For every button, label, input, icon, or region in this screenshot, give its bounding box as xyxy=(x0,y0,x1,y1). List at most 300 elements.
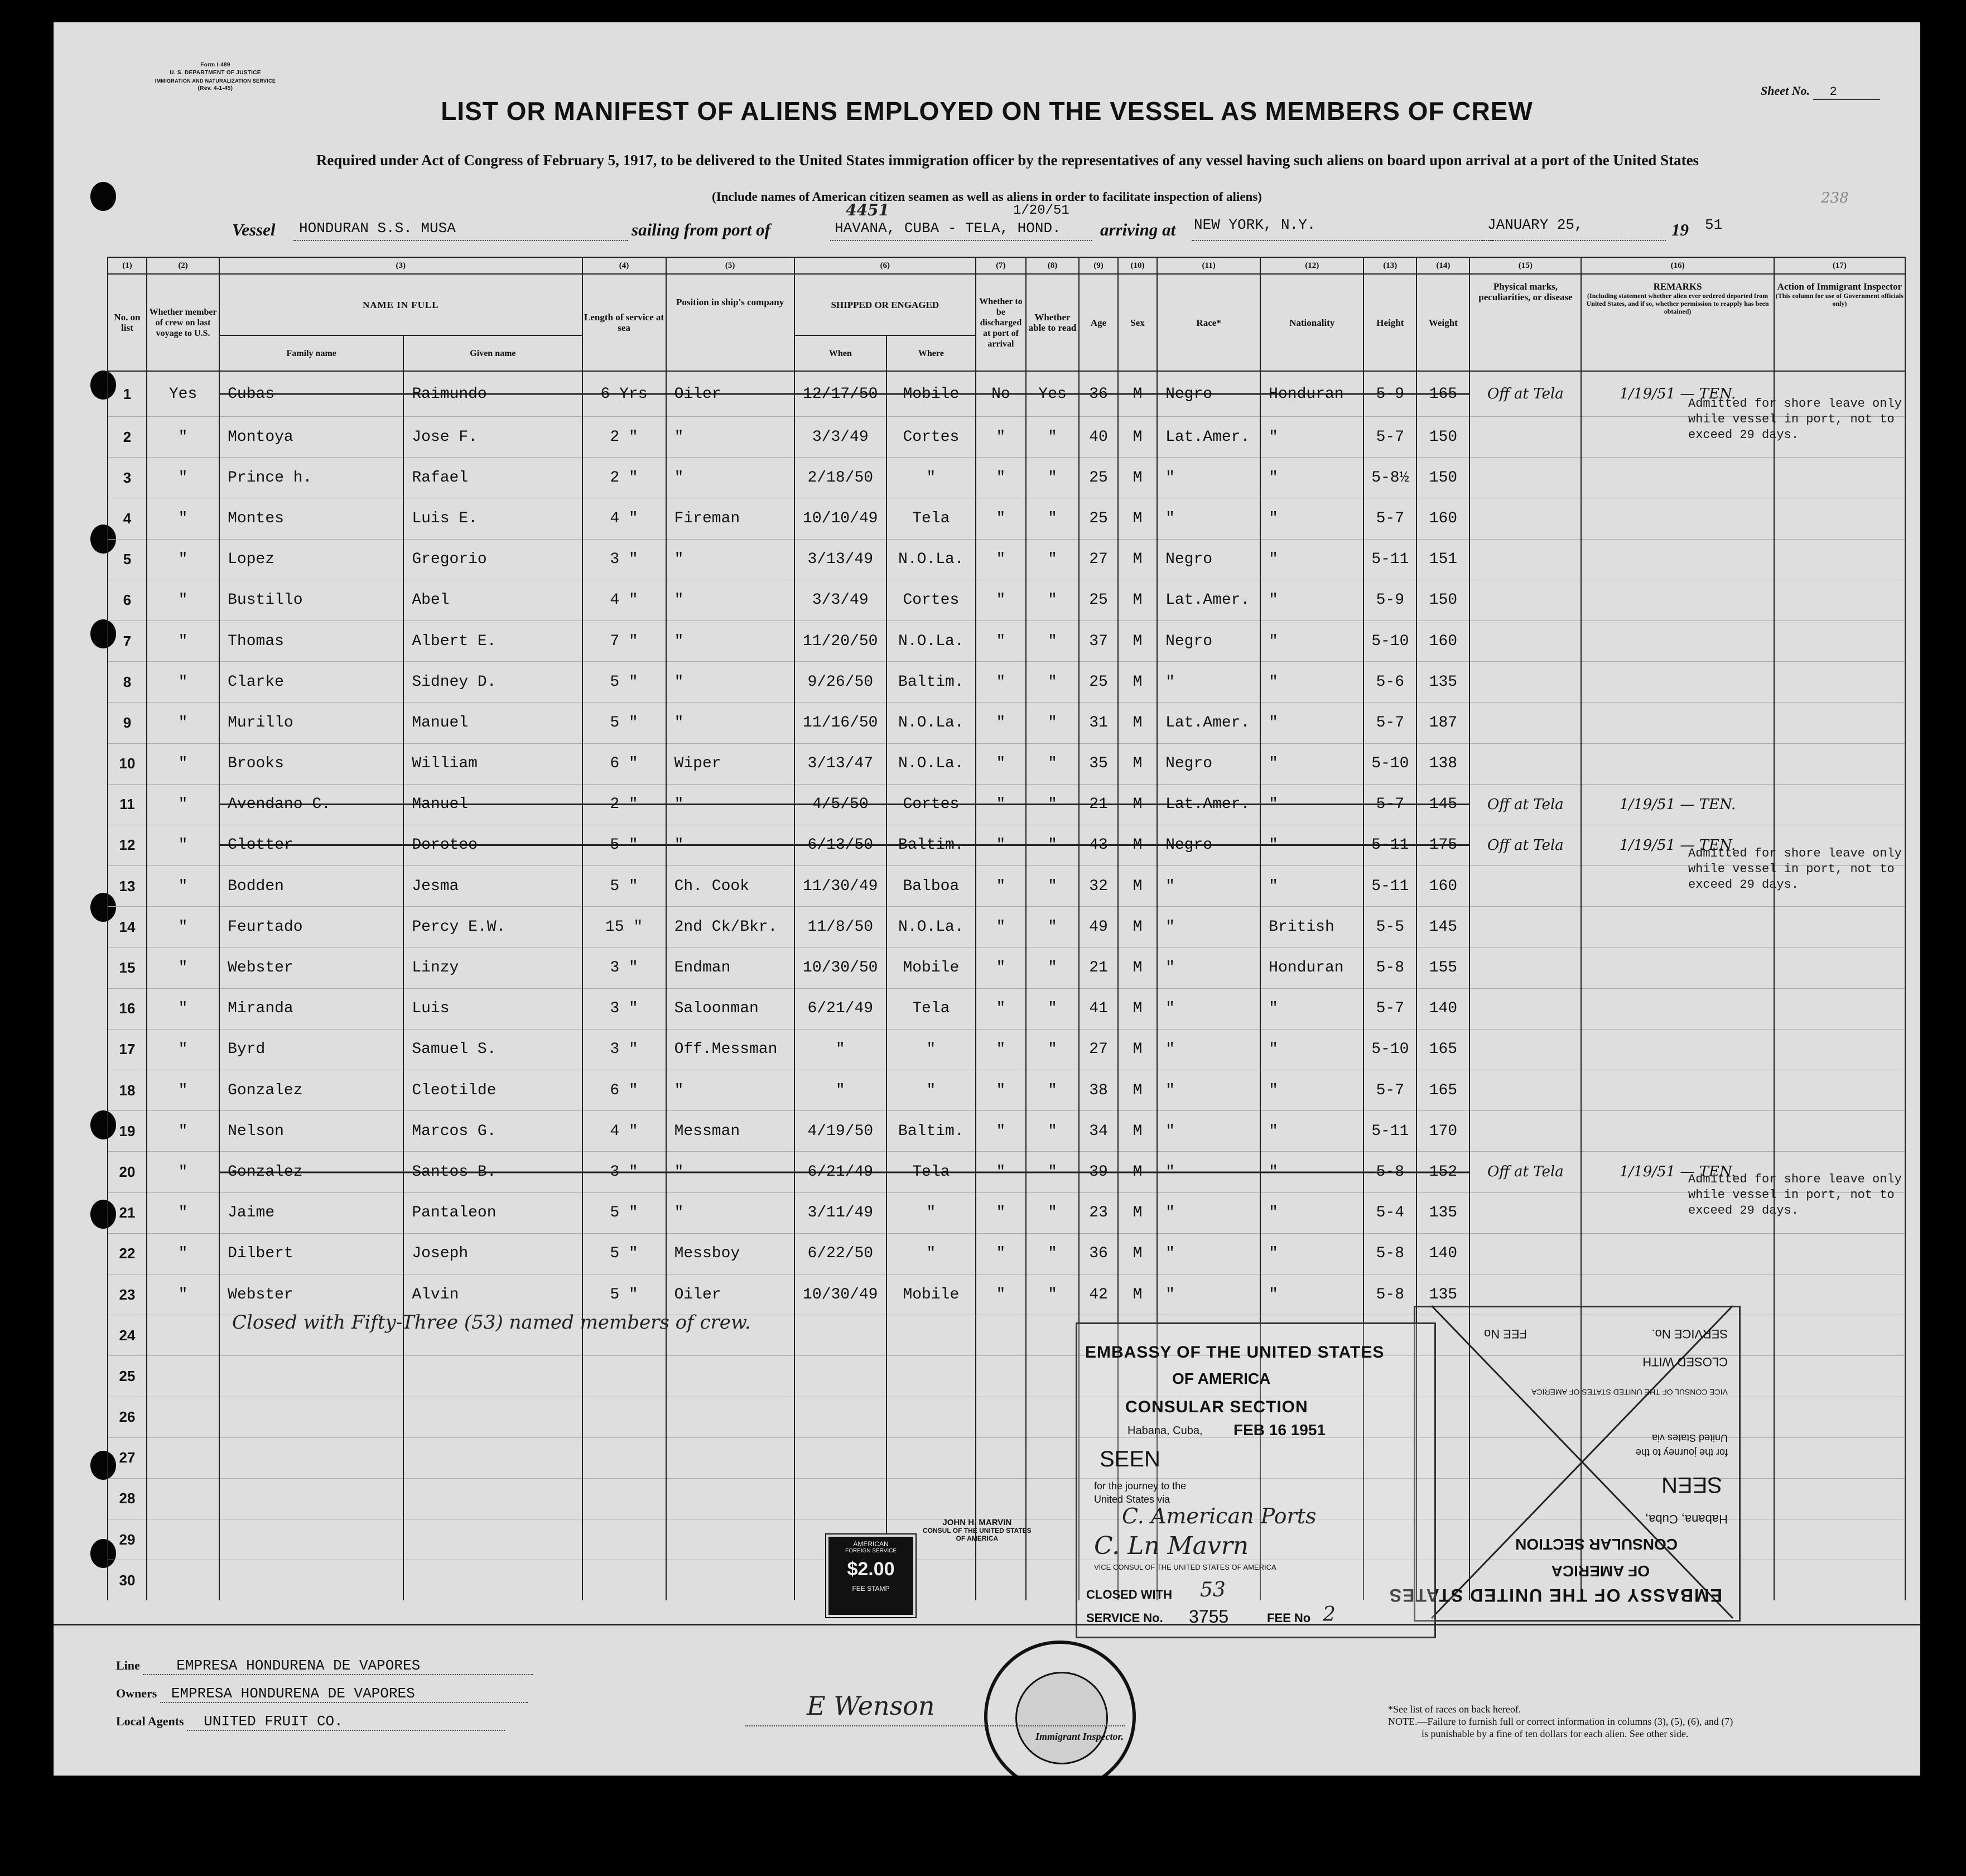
service-length xyxy=(582,1478,666,1519)
col-voyage: Whether member of crew on last voyage to U.S. xyxy=(147,274,219,371)
age: 37 xyxy=(1079,620,1118,661)
sheet-label: Sheet No. xyxy=(1761,84,1810,98)
remarks xyxy=(1581,703,1774,743)
discharged: " xyxy=(976,539,1026,580)
page-instruction: (Include names of American citizen seamen as well as aliens in order to facilitate inspection of aliens) xyxy=(712,190,1262,204)
height: 5-7 xyxy=(1363,1070,1416,1111)
given-name: Gregorio xyxy=(403,539,582,580)
row-number: 30 xyxy=(108,1560,147,1601)
col-no: No. on list xyxy=(108,274,147,371)
weight: 140 xyxy=(1416,1233,1469,1274)
weight: 165 xyxy=(1416,1070,1469,1111)
given-name: Joseph xyxy=(403,1233,582,1274)
position: Messman xyxy=(666,1111,794,1152)
sex: M xyxy=(1118,662,1157,703)
shipped-where xyxy=(886,1315,976,1356)
family-name: Bustillo xyxy=(219,580,403,620)
race: " xyxy=(1157,1029,1260,1070)
race: Negro xyxy=(1157,539,1260,580)
row-number: 29 xyxy=(108,1519,147,1560)
able-to-read xyxy=(1026,1560,1079,1601)
weight: 138 xyxy=(1416,743,1469,784)
table-row xyxy=(108,825,1905,865)
shipped-where: Balboa xyxy=(886,866,976,907)
service-length: 15 " xyxy=(582,907,666,947)
date-note: 1/20/51 xyxy=(1013,203,1069,218)
position: " xyxy=(666,539,794,580)
able-to-read: " xyxy=(1026,988,1079,1029)
form-number: Form I-489 xyxy=(200,62,230,68)
position: " xyxy=(666,458,794,498)
last-voyage: " xyxy=(147,620,219,661)
eagle-seal-icon xyxy=(1015,1672,1108,1764)
last-voyage: " xyxy=(147,703,219,743)
height: 5-8 xyxy=(1363,1152,1416,1192)
inspector-title: Action of Immigrant Inspector xyxy=(1777,281,1902,292)
race: Lat.Amer. xyxy=(1157,784,1260,825)
sex: M xyxy=(1118,371,1157,417)
sex: M xyxy=(1118,784,1157,825)
inspector-action xyxy=(1774,1315,1905,1356)
sailing-label: sailing from port of xyxy=(632,220,770,239)
physical-marks xyxy=(1469,1192,1581,1233)
row-number: 20 xyxy=(108,1152,147,1192)
age: 35 xyxy=(1079,743,1118,784)
nationality: " xyxy=(1260,417,1363,458)
inspector-label: Immigrant Inspector. xyxy=(1035,1731,1124,1742)
position xyxy=(666,1437,794,1478)
service-length: 3 " xyxy=(582,947,666,988)
discharged: " xyxy=(976,1111,1026,1152)
sex: M xyxy=(1118,1152,1157,1192)
age: 41 xyxy=(1079,988,1118,1029)
sex: M xyxy=(1118,947,1157,988)
last-voyage: " xyxy=(147,417,219,458)
col-service: Length of service at sea xyxy=(582,274,666,371)
discharged: " xyxy=(976,907,1026,947)
age: 38 xyxy=(1079,1070,1118,1111)
nationality: " xyxy=(1260,498,1363,539)
able-to-read: " xyxy=(1026,1070,1079,1111)
physical-marks xyxy=(1469,703,1581,743)
able-to-read xyxy=(1026,1478,1079,1519)
able-to-read xyxy=(1026,1315,1079,1356)
vessel-name: HONDURAN S.S. MUSA xyxy=(299,220,456,237)
physical-marks xyxy=(1469,417,1581,458)
discharged xyxy=(976,1478,1026,1519)
inspector-action xyxy=(1774,743,1905,784)
col-family-name: Family name xyxy=(219,335,403,371)
nationality: " xyxy=(1260,620,1363,661)
position: " xyxy=(666,1070,794,1111)
shipped-when: 3/3/49 xyxy=(794,417,886,458)
nationality: " xyxy=(1260,743,1363,784)
shipped-where: " xyxy=(886,1192,976,1233)
able-to-read: " xyxy=(1026,784,1079,825)
weight: 165 xyxy=(1416,1029,1469,1070)
service-length xyxy=(582,1519,666,1560)
year-suffix: 51 xyxy=(1705,217,1723,233)
given-name: Alvin xyxy=(403,1274,582,1315)
able-to-read: " xyxy=(1026,1233,1079,1274)
age: 27 xyxy=(1079,1029,1118,1070)
shipped-where: Cortes xyxy=(886,417,976,458)
last-voyage: " xyxy=(147,1233,219,1274)
shipped-when: 3/13/47 xyxy=(794,743,886,784)
family-name xyxy=(219,1519,403,1560)
stamp-america: OF AMERICA xyxy=(1172,1370,1271,1387)
stamp-seen: SEEN xyxy=(1100,1447,1160,1471)
physical-marks xyxy=(1469,866,1581,907)
last-voyage: " xyxy=(147,1111,219,1152)
remarks xyxy=(1581,539,1774,580)
last-voyage: " xyxy=(147,784,219,825)
physical-marks xyxy=(1469,743,1581,784)
weight: 160 xyxy=(1416,498,1469,539)
last-voyage xyxy=(147,1478,219,1519)
last-voyage xyxy=(147,1519,219,1560)
age: 32 xyxy=(1079,866,1118,907)
inspector-action xyxy=(1774,1437,1905,1478)
physical-marks xyxy=(1469,1233,1581,1274)
race: " xyxy=(1157,866,1260,907)
physical-marks xyxy=(1469,988,1581,1029)
table-row xyxy=(108,580,1905,620)
col-read: Whether able to read xyxy=(1026,274,1079,371)
handwritten-note: 4451 xyxy=(846,201,889,219)
sex: M xyxy=(1118,458,1157,498)
age: 25 xyxy=(1079,458,1118,498)
family-name xyxy=(219,1560,403,1601)
shipped-where: " xyxy=(886,1233,976,1274)
service-length: 5 " xyxy=(582,1233,666,1274)
shipped-when: 3/13/49 xyxy=(794,539,886,580)
nationality: " xyxy=(1260,1111,1363,1152)
physical-marks: Off at Tela xyxy=(1469,784,1581,825)
remarks: 1/19/51 — TEN. xyxy=(1581,371,1774,417)
given-name: Linzy xyxy=(403,947,582,988)
height: 5-4 xyxy=(1363,1192,1416,1233)
shipped-where: Tela xyxy=(886,498,976,539)
inspector-action xyxy=(1774,784,1905,825)
race: Negro xyxy=(1157,371,1260,417)
inspector-action xyxy=(1774,988,1905,1029)
shipped-where: " xyxy=(886,458,976,498)
inspector-action xyxy=(1774,458,1905,498)
col-marks: Physical marks, peculiarities, or disease xyxy=(1469,274,1581,371)
race: Negro xyxy=(1157,620,1260,661)
shipped-where xyxy=(886,1397,976,1437)
closing-note: Closed with Fifty-Three (53) named members of crew. xyxy=(232,1311,751,1334)
given-name: Cleotilde xyxy=(403,1070,582,1111)
race: Lat.Amer. xyxy=(1157,580,1260,620)
inspector-action xyxy=(1774,703,1905,743)
family-name: Cubas xyxy=(219,371,403,417)
table-row xyxy=(108,417,1905,458)
nationality: Honduran xyxy=(1260,947,1363,988)
remarks xyxy=(1581,1029,1774,1070)
service-length: 5 " xyxy=(582,866,666,907)
sex: M xyxy=(1118,1192,1157,1233)
service-length: 3 " xyxy=(582,1029,666,1070)
race: " xyxy=(1157,947,1260,988)
shipped-where xyxy=(886,1478,976,1519)
position: Endman xyxy=(666,947,794,988)
margin-mark: 238 xyxy=(1821,190,1849,206)
shipped-when: 10/30/49 xyxy=(794,1274,886,1315)
footer-divider xyxy=(54,1624,1920,1625)
weight: 135 xyxy=(1416,662,1469,703)
nationality: " xyxy=(1260,866,1363,907)
height: 5-5 xyxy=(1363,907,1416,947)
service-length: 6 " xyxy=(582,743,666,784)
discharged: " xyxy=(976,1274,1026,1315)
remarks xyxy=(1581,498,1774,539)
inspector-action xyxy=(1774,1519,1905,1560)
row-number: 22 xyxy=(108,1233,147,1274)
service-length: 6 " xyxy=(582,1070,666,1111)
discharged: " xyxy=(976,1192,1026,1233)
discharged: " xyxy=(976,1029,1026,1070)
stamp-place: Habana, Cuba, xyxy=(1127,1425,1203,1437)
position xyxy=(666,1519,794,1560)
row-number: 16 xyxy=(108,988,147,1029)
physical-marks: Off at Tela xyxy=(1469,825,1581,865)
weight: 145 xyxy=(1416,907,1469,947)
table-row xyxy=(108,784,1905,825)
sex: M xyxy=(1118,1233,1157,1274)
table-row xyxy=(108,947,1905,988)
last-voyage: " xyxy=(147,1192,219,1233)
family-name: Bodden xyxy=(219,866,403,907)
race: " xyxy=(1157,498,1260,539)
sex: M xyxy=(1118,988,1157,1029)
physical-marks: Off at Tela xyxy=(1469,371,1581,417)
shipped-when: 6/21/49 xyxy=(794,988,886,1029)
nationality: " xyxy=(1260,1152,1363,1192)
row-number: 2 xyxy=(108,417,147,458)
footer-owners: Owners EMPRESA HONDURENA DE VAPORES xyxy=(116,1685,528,1703)
last-voyage: " xyxy=(147,580,219,620)
given-name: Doroteo xyxy=(403,825,582,865)
position: Oiler xyxy=(666,371,794,417)
family-name xyxy=(219,1397,403,1437)
last-voyage xyxy=(147,1356,219,1397)
shipped-when: 10/30/50 xyxy=(794,947,886,988)
sex: M xyxy=(1118,1029,1157,1070)
remarks: 1/19/51 — TEN. xyxy=(1581,825,1774,865)
discharged: " xyxy=(976,1070,1026,1111)
stamp-consular-section: CONSULAR SECTION xyxy=(1125,1398,1308,1416)
family-name: Miranda xyxy=(219,988,403,1029)
remarks xyxy=(1581,907,1774,947)
given-name: Manuel xyxy=(403,703,582,743)
position xyxy=(666,1560,794,1601)
shipped-when: 10/10/49 xyxy=(794,498,886,539)
shipped-where: N.O.La. xyxy=(886,620,976,661)
shipped-where: N.O.La. xyxy=(886,539,976,580)
discharged xyxy=(976,1315,1026,1356)
nationality: " xyxy=(1260,703,1363,743)
discharged xyxy=(976,1397,1026,1437)
position: Ch. Cook xyxy=(666,866,794,907)
weight: 151 xyxy=(1416,539,1469,580)
shore-leave-note: Admitted for shore leave only while vessel in port, not to exceed 29 days. xyxy=(1688,1172,1902,1218)
footer-note: *See list of races on back hereof. NOTE.—Failure to furnish full or correct information in columns (3), (5), (6), and (7) is punishable by a fine of ten dollars for each alien. See other side. xyxy=(1388,1704,1733,1739)
height: 5-8 xyxy=(1363,1274,1416,1315)
able-to-read xyxy=(1026,1397,1079,1437)
service-length xyxy=(582,1560,666,1601)
family-name: Thomas xyxy=(219,620,403,661)
able-to-read xyxy=(1026,1519,1079,1560)
shipped-where: Baltim. xyxy=(886,825,976,865)
weight: 175 xyxy=(1416,825,1469,865)
service-length: 4 " xyxy=(582,1111,666,1152)
height: 5-8 xyxy=(1363,947,1416,988)
height: 5-8½ xyxy=(1363,458,1416,498)
position: Saloonman xyxy=(666,988,794,1029)
col-race: Race* xyxy=(1157,274,1260,371)
able-to-read: " xyxy=(1026,1152,1079,1192)
stamp-date: FEB 16 1951 xyxy=(1233,1421,1326,1439)
inspector-action xyxy=(1774,1111,1905,1152)
physical-marks xyxy=(1469,1070,1581,1111)
col-where: Where xyxy=(886,335,976,371)
shipped-where: " xyxy=(886,1070,976,1111)
able-to-read: " xyxy=(1026,703,1079,743)
row-number: 3 xyxy=(108,458,147,498)
discharged: " xyxy=(976,498,1026,539)
nationality: " xyxy=(1260,1029,1363,1070)
last-voyage: " xyxy=(147,988,219,1029)
service-length: 5 " xyxy=(582,825,666,865)
vessel-label: Vessel xyxy=(232,220,276,239)
given-name: Jesma xyxy=(403,866,582,907)
given-name: Percy E.W. xyxy=(403,907,582,947)
age: 34 xyxy=(1079,1111,1118,1152)
row-number: 21 xyxy=(108,1192,147,1233)
year-prefix: 19 xyxy=(1671,220,1689,239)
shipped-where xyxy=(886,1356,976,1397)
shipped-when: 6/13/50 xyxy=(794,825,886,865)
table-row xyxy=(108,371,1905,417)
sex: M xyxy=(1118,539,1157,580)
inspector-action xyxy=(1774,1397,1905,1437)
service-length xyxy=(582,1397,666,1437)
service-length: 4 " xyxy=(582,498,666,539)
footer-agents: Local Agents UNITED FRUIT CO. xyxy=(116,1713,505,1731)
col-name: NAME IN FULL xyxy=(219,274,582,335)
position xyxy=(666,1478,794,1519)
weight: 160 xyxy=(1416,620,1469,661)
discharged: " xyxy=(976,1233,1026,1274)
port-to: NEW YORK, N.Y. xyxy=(1194,217,1316,233)
weight: 160 xyxy=(1416,866,1469,907)
inspector-action xyxy=(1774,947,1905,988)
last-voyage xyxy=(147,1397,219,1437)
col-weight: Weight xyxy=(1416,274,1469,371)
weight: 135 xyxy=(1416,1274,1469,1315)
table-row xyxy=(108,498,1905,539)
given-name: Manuel xyxy=(403,784,582,825)
shipped-when: 3/11/49 xyxy=(794,1192,886,1233)
remarks xyxy=(1581,620,1774,661)
age: 21 xyxy=(1079,784,1118,825)
shipped-when: 4/5/50 xyxy=(794,784,886,825)
height: 5-11 xyxy=(1363,866,1416,907)
nationality: " xyxy=(1260,825,1363,865)
header-row xyxy=(108,274,1905,335)
discharged: " xyxy=(976,620,1026,661)
consul-block xyxy=(923,1519,1032,1542)
inspector-action xyxy=(1774,498,1905,539)
shipped-when: " xyxy=(794,1029,886,1070)
table-row xyxy=(108,620,1905,661)
shipped-when xyxy=(794,1315,886,1356)
height: 5-7 xyxy=(1363,988,1416,1029)
sex: M xyxy=(1118,703,1157,743)
shore-leave-note: Admitted for shore leave only while vessel in port, not to exceed 29 days. xyxy=(1688,846,1902,892)
position: " xyxy=(666,620,794,661)
service-length: 4 " xyxy=(582,580,666,620)
nationality: " xyxy=(1260,784,1363,825)
row-number: 15 xyxy=(108,947,147,988)
stamp-journey: for the journey to the xyxy=(1094,1480,1187,1492)
discharged: " xyxy=(976,662,1026,703)
shipped-when: 12/17/50 xyxy=(794,371,886,417)
family-name: Gonzalez xyxy=(219,1070,403,1111)
height: 5-10 xyxy=(1363,620,1416,661)
able-to-read xyxy=(1026,1356,1079,1397)
last-voyage: " xyxy=(147,866,219,907)
stamp-vice-consul: VICE CONSUL OF THE UNITED STATES OF AMERICA xyxy=(1094,1563,1276,1571)
discharged: " xyxy=(976,703,1026,743)
service-name: IMMIGRATION AND NATURALIZATION SERVICE xyxy=(155,78,276,84)
discharged: " xyxy=(976,417,1026,458)
physical-marks xyxy=(1469,907,1581,947)
position: Wiper xyxy=(666,743,794,784)
service-length: 3 " xyxy=(582,1152,666,1192)
shipped-where: Mobile xyxy=(886,371,976,417)
stamp-closed-value: 53 xyxy=(1200,1579,1226,1601)
discharged xyxy=(976,1560,1026,1601)
service-length xyxy=(582,1437,666,1478)
height: 5-7 xyxy=(1363,417,1416,458)
last-voyage xyxy=(147,1560,219,1601)
given-name: William xyxy=(403,743,582,784)
row-number: 26 xyxy=(108,1397,147,1437)
position: " xyxy=(666,1192,794,1233)
family-name: Webster xyxy=(219,947,403,988)
race: Negro xyxy=(1157,743,1260,784)
weight: 140 xyxy=(1416,988,1469,1029)
nationality: " xyxy=(1260,539,1363,580)
age: 25 xyxy=(1079,498,1118,539)
able-to-read: " xyxy=(1026,539,1079,580)
row-number: 27 xyxy=(108,1437,147,1478)
age: 27 xyxy=(1079,539,1118,580)
weight: 155 xyxy=(1416,947,1469,988)
race: Lat.Amer. xyxy=(1157,417,1260,458)
physical-marks xyxy=(1469,539,1581,580)
able-to-read: " xyxy=(1026,1274,1079,1315)
inspector-action xyxy=(1774,620,1905,661)
inspector-action xyxy=(1774,1274,1905,1315)
sex: M xyxy=(1118,1111,1157,1152)
inspector-action xyxy=(1774,580,1905,620)
height: 5-9 xyxy=(1363,371,1416,417)
row-number: 4 xyxy=(108,498,147,539)
